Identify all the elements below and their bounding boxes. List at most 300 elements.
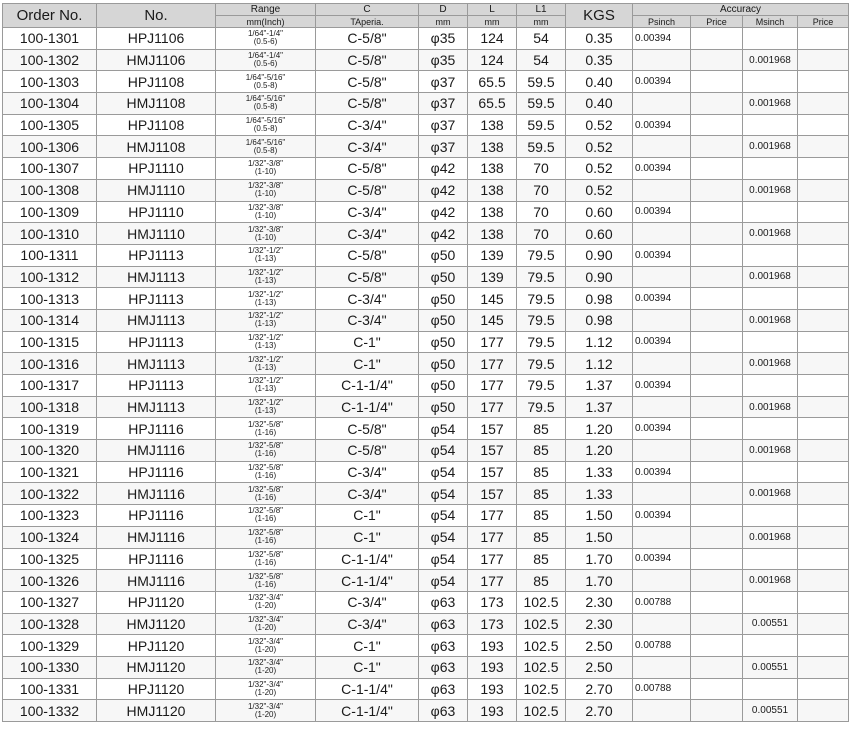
range-cell xyxy=(216,266,316,288)
taper-cell: C-1" xyxy=(316,353,419,375)
model-number-cell: HPJ1113 xyxy=(97,288,216,310)
range-inch: 1/32"-5/8" xyxy=(247,463,284,473)
order-number-cell: 100-1323 xyxy=(3,505,97,527)
diameter-cell: φ42 xyxy=(419,201,468,223)
taper-cell: C-1" xyxy=(316,656,419,678)
order-number-cell: 100-1328 xyxy=(3,613,97,635)
price-2-cell xyxy=(798,49,849,71)
length-l1-cell: 85 xyxy=(517,461,566,483)
msinch-cell xyxy=(743,375,798,397)
psinch-cell xyxy=(633,613,691,635)
psinch-cell: 0.00394 xyxy=(633,71,691,93)
psinch-cell: 0.00394 xyxy=(633,548,691,570)
price-2-cell xyxy=(798,179,849,201)
model-number-cell: HMJ1116 xyxy=(97,570,216,592)
price-1-cell xyxy=(691,678,743,700)
length-l1-cell: 85 xyxy=(517,483,566,505)
psinch-cell: 0.00394 xyxy=(633,28,691,50)
model-number-cell: HPJ1106 xyxy=(97,28,216,50)
msinch-cell xyxy=(743,548,798,570)
col-range: Range xyxy=(216,4,316,16)
diameter-cell: φ54 xyxy=(419,570,468,592)
range-inch: 1/32"-1/2" xyxy=(247,376,284,386)
length-cell: 157 xyxy=(468,483,517,505)
model-number-cell: HMJ1106 xyxy=(97,49,216,71)
range-inch: 1/32"-5/8" xyxy=(247,484,284,494)
range-inch: 1/32"-3/8" xyxy=(247,181,284,191)
length-l1-cell: 70 xyxy=(517,179,566,201)
order-number-cell: 100-1308 xyxy=(3,179,97,201)
psinch-cell xyxy=(633,93,691,115)
length-cell: 138 xyxy=(468,179,517,201)
price-2-cell xyxy=(798,331,849,353)
range-inch: 1/32"-3/8" xyxy=(247,224,284,234)
length-l1-cell: 59.5 xyxy=(517,71,566,93)
range-inch: 1/32"-5/8" xyxy=(247,571,284,581)
order-number-cell: 100-1324 xyxy=(3,526,97,548)
range-inch: 1/32"-1/2" xyxy=(247,332,284,342)
psinch-cell: 0.00394 xyxy=(633,375,691,397)
diameter-cell: φ50 xyxy=(419,309,468,331)
length-cell: 138 xyxy=(468,223,517,245)
taper-cell: C-5/8" xyxy=(316,440,419,462)
price-2-cell xyxy=(798,591,849,613)
length-l1-cell: 102.5 xyxy=(517,656,566,678)
range-mm: (1-13) xyxy=(254,362,277,372)
taper-cell: C-5/8" xyxy=(316,266,419,288)
price-1-cell xyxy=(691,288,743,310)
range-cell xyxy=(216,548,316,570)
weight-cell: 1.50 xyxy=(566,505,633,527)
model-number-cell: HMJ1116 xyxy=(97,440,216,462)
range-cell xyxy=(216,244,316,266)
weight-cell: 2.50 xyxy=(566,635,633,657)
psinch-cell: 0.00394 xyxy=(633,244,691,266)
length-l1-cell: 54 xyxy=(517,28,566,50)
range-cell xyxy=(216,223,316,245)
weight-cell: 0.35 xyxy=(566,49,633,71)
length-l1-cell: 59.5 xyxy=(517,93,566,115)
price-2-cell xyxy=(798,309,849,331)
taper-cell: C-5/8" xyxy=(316,244,419,266)
weight-cell: 0.52 xyxy=(566,136,633,158)
model-number-cell: HPJ1113 xyxy=(97,331,216,353)
psinch-cell: 0.00394 xyxy=(633,158,691,180)
order-number-cell: 100-1311 xyxy=(3,244,97,266)
price-2-cell xyxy=(798,700,849,722)
range-mm: (0.5-8) xyxy=(253,102,278,112)
msinch-cell: 0.001968 xyxy=(743,396,798,418)
price-2-cell xyxy=(798,28,849,50)
taper-cell: C-3/4" xyxy=(316,288,419,310)
msinch-cell: 0.00551 xyxy=(743,700,798,722)
weight-cell: 1.33 xyxy=(566,483,633,505)
weight-cell: 0.90 xyxy=(566,266,633,288)
taper-cell: C-1-1/4" xyxy=(316,375,419,397)
weight-cell: 0.90 xyxy=(566,244,633,266)
range-cell xyxy=(216,526,316,548)
length-l1-cell: 85 xyxy=(517,570,566,592)
range-cell xyxy=(216,136,316,158)
length-l1-cell: 85 xyxy=(517,418,566,440)
diameter-cell: φ35 xyxy=(419,28,468,50)
range-cell xyxy=(216,656,316,678)
order-number-cell: 100-1305 xyxy=(3,114,97,136)
length-cell: 177 xyxy=(468,548,517,570)
range-cell xyxy=(216,288,316,310)
psinch-cell: 0.00394 xyxy=(633,114,691,136)
order-number-cell: 100-1306 xyxy=(3,136,97,158)
msinch-cell: 0.001968 xyxy=(743,353,798,375)
taper-cell: C-3/4" xyxy=(316,223,419,245)
range-inch: 1/32"-5/8" xyxy=(247,528,284,538)
diameter-cell: φ54 xyxy=(419,461,468,483)
range-cell xyxy=(216,570,316,592)
col-l-unit: mm xyxy=(468,16,517,28)
range-cell xyxy=(216,461,316,483)
diameter-cell: φ54 xyxy=(419,418,468,440)
range-mm: (1-20) xyxy=(254,622,277,632)
length-l1-cell: 79.5 xyxy=(517,309,566,331)
range-mm: (1-13) xyxy=(254,340,277,350)
order-number-cell: 100-1331 xyxy=(3,678,97,700)
table-row xyxy=(3,309,849,331)
table-row xyxy=(3,526,849,548)
length-cell: 193 xyxy=(468,700,517,722)
price-1-cell xyxy=(691,28,743,50)
range-cell xyxy=(216,396,316,418)
col-price-1: Price xyxy=(691,16,743,28)
col-psinch: Psinch xyxy=(633,16,691,28)
length-cell: 177 xyxy=(468,375,517,397)
order-number-cell: 100-1321 xyxy=(3,461,97,483)
length-l1-cell: 70 xyxy=(517,158,566,180)
price-1-cell xyxy=(691,223,743,245)
weight-cell: 2.30 xyxy=(566,591,633,613)
range-mm: (1-16) xyxy=(254,514,277,524)
range-mm: (1-20) xyxy=(254,687,277,697)
model-number-cell: HPJ1113 xyxy=(97,375,216,397)
length-cell: 193 xyxy=(468,656,517,678)
model-number-cell: HPJ1116 xyxy=(97,461,216,483)
price-2-cell xyxy=(798,201,849,223)
taper-cell: C-3/4" xyxy=(316,201,419,223)
weight-cell: 1.37 xyxy=(566,396,633,418)
psinch-cell: 0.00788 xyxy=(633,635,691,657)
table-row xyxy=(3,266,849,288)
diameter-cell: φ50 xyxy=(419,244,468,266)
weight-cell: 1.20 xyxy=(566,418,633,440)
msinch-cell xyxy=(743,418,798,440)
price-2-cell xyxy=(798,526,849,548)
range-mm: (1-16) xyxy=(254,449,277,459)
price-1-cell xyxy=(691,396,743,418)
price-1-cell xyxy=(691,114,743,136)
length-cell: 65.5 xyxy=(468,71,517,93)
price-2-cell xyxy=(798,483,849,505)
table-row xyxy=(3,93,849,115)
taper-cell: C-3/4" xyxy=(316,591,419,613)
msinch-cell xyxy=(743,158,798,180)
price-1-cell xyxy=(691,613,743,635)
psinch-cell: 0.00394 xyxy=(633,461,691,483)
length-l1-cell: 102.5 xyxy=(517,613,566,635)
model-number-cell: HPJ1113 xyxy=(97,244,216,266)
range-inch: 1/32"-3/4" xyxy=(247,658,284,668)
range-cell xyxy=(216,505,316,527)
length-cell: 124 xyxy=(468,49,517,71)
range-mm: (1-20) xyxy=(254,666,277,676)
msinch-cell: 0.001968 xyxy=(743,49,798,71)
range-cell xyxy=(216,158,316,180)
range-inch: 1/32"-5/8" xyxy=(247,506,284,516)
weight-cell: 1.37 xyxy=(566,375,633,397)
length-cell: 177 xyxy=(468,570,517,592)
msinch-cell: 0.001968 xyxy=(743,179,798,201)
col-order-no: Order No. xyxy=(3,4,97,28)
table-row xyxy=(3,635,849,657)
msinch-cell xyxy=(743,505,798,527)
price-1-cell xyxy=(691,375,743,397)
range-cell xyxy=(216,418,316,440)
length-cell: 145 xyxy=(468,309,517,331)
msinch-cell xyxy=(743,678,798,700)
table-row xyxy=(3,613,849,635)
range-cell xyxy=(216,483,316,505)
range-mm: (1-13) xyxy=(254,297,277,307)
taper-cell: C-1" xyxy=(316,635,419,657)
taper-cell: C-1" xyxy=(316,505,419,527)
range-mm: (1-13) xyxy=(254,384,277,394)
model-number-cell: HMJ1120 xyxy=(97,656,216,678)
range-inch: 1/64"-5/16" xyxy=(245,116,286,126)
psinch-cell: 0.00394 xyxy=(633,331,691,353)
order-number-cell: 100-1326 xyxy=(3,570,97,592)
length-cell: 138 xyxy=(468,201,517,223)
range-inch: 1/64"-5/16" xyxy=(245,72,286,82)
diameter-cell: φ42 xyxy=(419,179,468,201)
price-2-cell xyxy=(798,418,849,440)
price-1-cell xyxy=(691,71,743,93)
price-1-cell xyxy=(691,201,743,223)
weight-cell: 1.70 xyxy=(566,548,633,570)
price-1-cell xyxy=(691,353,743,375)
order-number-cell: 100-1309 xyxy=(3,201,97,223)
price-1-cell xyxy=(691,418,743,440)
msinch-cell: 0.001968 xyxy=(743,526,798,548)
msinch-cell xyxy=(743,635,798,657)
price-2-cell xyxy=(798,375,849,397)
range-mm: (0.5-6) xyxy=(253,37,278,47)
price-1-cell xyxy=(691,244,743,266)
psinch-cell xyxy=(633,266,691,288)
range-cell xyxy=(216,201,316,223)
length-cell: 157 xyxy=(468,418,517,440)
order-number-cell: 100-1325 xyxy=(3,548,97,570)
table-row xyxy=(3,179,849,201)
range-cell xyxy=(216,353,316,375)
model-number-cell: HPJ1120 xyxy=(97,678,216,700)
taper-cell: C-5/8" xyxy=(316,49,419,71)
range-mm: (0.5-8) xyxy=(253,80,278,90)
diameter-cell: φ35 xyxy=(419,49,468,71)
psinch-cell: 0.00394 xyxy=(633,418,691,440)
price-2-cell xyxy=(798,548,849,570)
table-row xyxy=(3,375,849,397)
diameter-cell: φ37 xyxy=(419,114,468,136)
price-2-cell xyxy=(798,656,849,678)
weight-cell: 0.60 xyxy=(566,201,633,223)
taper-cell: C-3/4" xyxy=(316,309,419,331)
col-price-2: Price xyxy=(798,16,849,28)
price-2-cell xyxy=(798,223,849,245)
range-inch: 1/64"-5/16" xyxy=(245,137,286,147)
range-cell xyxy=(216,635,316,657)
diameter-cell: φ50 xyxy=(419,288,468,310)
col-l1: L1 xyxy=(517,4,566,16)
model-number-cell: HPJ1116 xyxy=(97,418,216,440)
price-1-cell xyxy=(691,700,743,722)
msinch-cell xyxy=(743,244,798,266)
table-row xyxy=(3,505,849,527)
taper-cell: C-1-1/4" xyxy=(316,396,419,418)
price-1-cell xyxy=(691,591,743,613)
length-cell: 157 xyxy=(468,440,517,462)
range-mm: (1-16) xyxy=(254,492,277,502)
msinch-cell: 0.001968 xyxy=(743,93,798,115)
price-2-cell xyxy=(798,114,849,136)
range-cell xyxy=(216,179,316,201)
taper-cell: C-3/4" xyxy=(316,461,419,483)
diameter-cell: φ63 xyxy=(419,613,468,635)
table-row xyxy=(3,570,849,592)
range-inch: 1/64"-1/4" xyxy=(247,51,284,61)
model-number-cell: HPJ1116 xyxy=(97,548,216,570)
length-cell: 139 xyxy=(468,244,517,266)
spec-table xyxy=(2,3,849,722)
diameter-cell: φ50 xyxy=(419,375,468,397)
model-number-cell: HPJ1108 xyxy=(97,71,216,93)
psinch-cell: 0.00788 xyxy=(633,591,691,613)
model-number-cell: HPJ1110 xyxy=(97,158,216,180)
taper-cell: C-3/4" xyxy=(316,613,419,635)
psinch-cell xyxy=(633,526,691,548)
range-inch: 1/32"-3/4" xyxy=(247,593,284,603)
col-range-unit: mm(Inch) xyxy=(216,16,316,28)
length-l1-cell: 79.5 xyxy=(517,288,566,310)
range-mm: (1-10) xyxy=(254,232,277,242)
taper-cell: C-3/4" xyxy=(316,483,419,505)
order-number-cell: 100-1320 xyxy=(3,440,97,462)
diameter-cell: φ54 xyxy=(419,526,468,548)
msinch-cell: 0.001968 xyxy=(743,440,798,462)
psinch-cell xyxy=(633,440,691,462)
range-mm: (1-13) xyxy=(254,319,277,329)
range-mm: (1-16) xyxy=(254,427,277,437)
length-l1-cell: 102.5 xyxy=(517,678,566,700)
msinch-cell: 0.00551 xyxy=(743,613,798,635)
table-row xyxy=(3,201,849,223)
col-accuracy: Accuracy xyxy=(633,4,849,16)
diameter-cell: φ54 xyxy=(419,548,468,570)
weight-cell: 1.70 xyxy=(566,570,633,592)
weight-cell: 2.70 xyxy=(566,700,633,722)
taper-cell: C-5/8" xyxy=(316,179,419,201)
weight-cell: 0.52 xyxy=(566,114,633,136)
range-mm: (0.5-8) xyxy=(253,145,278,155)
length-cell: 138 xyxy=(468,114,517,136)
model-number-cell: HMJ1113 xyxy=(97,309,216,331)
msinch-cell: 0.001968 xyxy=(743,309,798,331)
range-inch: 1/32"-1/2" xyxy=(247,289,284,299)
order-number-cell: 100-1310 xyxy=(3,223,97,245)
length-l1-cell: 102.5 xyxy=(517,591,566,613)
range-inch: 1/32"-1/2" xyxy=(247,398,284,408)
length-l1-cell: 70 xyxy=(517,223,566,245)
length-l1-cell: 102.5 xyxy=(517,700,566,722)
range-cell xyxy=(216,49,316,71)
range-inch: 1/32"-1/2" xyxy=(247,267,284,277)
diameter-cell: φ42 xyxy=(419,223,468,245)
psinch-cell xyxy=(633,396,691,418)
price-1-cell xyxy=(691,49,743,71)
price-2-cell xyxy=(798,353,849,375)
diameter-cell: φ63 xyxy=(419,635,468,657)
psinch-cell xyxy=(633,700,691,722)
taper-cell: C-1-1/4" xyxy=(316,548,419,570)
order-number-cell: 100-1316 xyxy=(3,353,97,375)
price-2-cell xyxy=(798,288,849,310)
order-number-cell: 100-1312 xyxy=(3,266,97,288)
length-cell: 173 xyxy=(468,591,517,613)
table-row xyxy=(3,331,849,353)
range-mm: (1-20) xyxy=(254,709,277,719)
range-inch: 1/32"-3/8" xyxy=(247,202,284,212)
range-cell xyxy=(216,93,316,115)
range-cell xyxy=(216,71,316,93)
length-cell: 193 xyxy=(468,678,517,700)
taper-cell: C-5/8" xyxy=(316,93,419,115)
msinch-cell: 0.001968 xyxy=(743,266,798,288)
length-cell: 193 xyxy=(468,635,517,657)
weight-cell: 0.35 xyxy=(566,28,633,50)
model-number-cell: HPJ1108 xyxy=(97,114,216,136)
diameter-cell: φ50 xyxy=(419,353,468,375)
range-mm: (1-20) xyxy=(254,644,277,654)
price-2-cell xyxy=(798,505,849,527)
range-inch: 1/64"-1/4" xyxy=(247,29,284,39)
range-inch: 1/32"-5/8" xyxy=(247,441,284,451)
col-msinch: Msinch xyxy=(743,16,798,28)
taper-cell: C-5/8" xyxy=(316,28,419,50)
length-l1-cell: 70 xyxy=(517,201,566,223)
range-mm: (1-13) xyxy=(254,254,277,264)
length-cell: 124 xyxy=(468,28,517,50)
price-1-cell xyxy=(691,548,743,570)
diameter-cell: φ50 xyxy=(419,331,468,353)
msinch-cell xyxy=(743,288,798,310)
length-cell: 138 xyxy=(468,136,517,158)
range-mm: (0.5-6) xyxy=(253,59,278,69)
col-no: No. xyxy=(97,4,216,28)
diameter-cell: φ63 xyxy=(419,678,468,700)
psinch-cell xyxy=(633,570,691,592)
table-row xyxy=(3,548,849,570)
taper-cell: C-1" xyxy=(316,526,419,548)
model-number-cell: HMJ1113 xyxy=(97,353,216,375)
model-number-cell: HMJ1116 xyxy=(97,483,216,505)
table-row xyxy=(3,288,849,310)
